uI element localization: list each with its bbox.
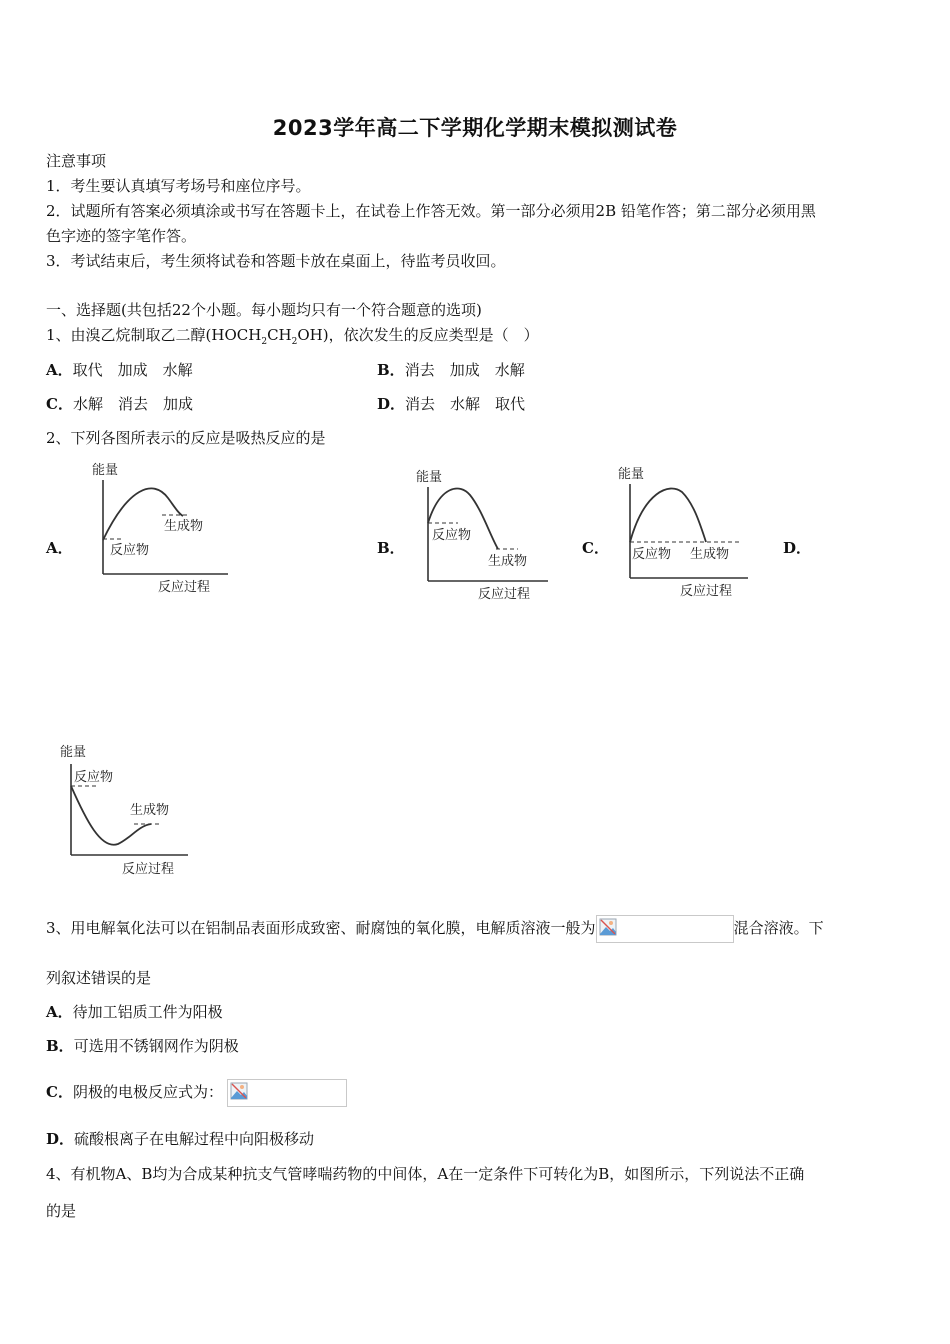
option-label: D． bbox=[46, 1130, 75, 1148]
broken-image-icon bbox=[599, 918, 617, 936]
q2-option-a-label: A． bbox=[46, 539, 73, 557]
option-text: 消去 水解 取代 bbox=[405, 395, 526, 413]
q3-option-b bbox=[46, 1035, 239, 1057]
q2-option-c-label: C． bbox=[582, 539, 609, 557]
notice-item-2-cont: 色字迹的签字笔作答。 bbox=[46, 227, 197, 245]
option-text: 取代 加成 水解 bbox=[72, 361, 193, 379]
option-text: 待加工铝质工件为阳极 bbox=[72, 1003, 223, 1021]
option-text: 阴极的电极反应式为： bbox=[72, 1083, 223, 1101]
axis-label-energy: 能量 bbox=[618, 467, 645, 482]
label-product: 生成物 bbox=[164, 519, 204, 534]
q1-option-a bbox=[46, 359, 193, 381]
q1-option-c bbox=[46, 393, 193, 415]
option-text: 可选用不锈钢网作为阴极 bbox=[73, 1037, 239, 1055]
q3-stem-part: 混合溶液。下 bbox=[733, 919, 824, 937]
notice-item-1: 1．考生要认真填写考场号和座位序号。 bbox=[46, 177, 311, 195]
label-reactant: 反应物 bbox=[432, 528, 472, 543]
q3-option-a bbox=[46, 1001, 223, 1023]
label-product: 生成物 bbox=[488, 554, 528, 569]
q2-option-d-label: D． bbox=[783, 539, 812, 557]
axis-label-process: 反应过程 bbox=[680, 584, 733, 599]
q4-stem-cont: 的是 bbox=[46, 1202, 77, 1220]
option-label: B． bbox=[46, 1037, 74, 1055]
q3-stem-cont: 列叙述错误的是 bbox=[46, 969, 152, 987]
broken-image-icon bbox=[230, 1082, 248, 1100]
option-label: B． bbox=[377, 361, 405, 379]
notice-item-2: 2．试题所有答案必须填涂或书写在答题卡上，在试卷上作答无效。第一部分必须用2B 铅笔作答；第二部分必须用黑 bbox=[46, 202, 816, 220]
energy-curve bbox=[630, 489, 706, 542]
q1-stem-part: CH bbox=[267, 326, 292, 344]
option-text: 水解 消去 加成 bbox=[72, 395, 193, 413]
q1-option-d bbox=[377, 393, 525, 415]
page-title: 2023学年高二下学期化学期末模拟测试卷 bbox=[272, 116, 678, 140]
q3-option-d bbox=[46, 1128, 314, 1150]
q3-stem bbox=[46, 913, 824, 943]
q1-option-b bbox=[377, 359, 525, 381]
axis-label-process: 反应过程 bbox=[122, 862, 175, 877]
energy-diagram-b bbox=[412, 465, 562, 605]
label-reactant: 反应物 bbox=[632, 547, 672, 562]
missing-formula-image bbox=[596, 915, 734, 943]
option-text: 消去 加成 水解 bbox=[404, 361, 525, 379]
q1-stem-part: OH)，依次发生的反应类型是（ ） bbox=[297, 326, 539, 344]
notice-heading: 注意事项 bbox=[46, 152, 107, 170]
axis-label-energy: 能量 bbox=[416, 470, 443, 485]
energy-diagram-c bbox=[614, 462, 764, 602]
q1-sub: 2 bbox=[291, 337, 298, 347]
label-reactant: 反应物 bbox=[110, 543, 150, 558]
option-label: A． bbox=[46, 1003, 73, 1021]
q2-option-b-label: B． bbox=[377, 539, 405, 557]
section-heading: 一、选择题(共包括22个小题。每小题均只有一个符合题意的选项) bbox=[46, 301, 482, 319]
axis-label-process: 反应过程 bbox=[158, 580, 211, 595]
q1-stem-part: 1、由溴乙烷制取乙二醇(HOCH bbox=[46, 326, 262, 344]
missing-formula-image bbox=[227, 1079, 347, 1107]
label-reactant: 反应物 bbox=[74, 770, 114, 785]
label-product: 生成物 bbox=[690, 547, 730, 562]
energy-diagram-d bbox=[56, 740, 206, 880]
q1-stem bbox=[46, 324, 539, 353]
notice-item-3: 3．考试结束后，考生须将试卷和答题卡放在桌面上，待监考员收回。 bbox=[46, 252, 506, 270]
axis-label-energy: 能量 bbox=[60, 745, 87, 760]
option-label: A． bbox=[46, 361, 73, 379]
q3-option-c bbox=[46, 1078, 347, 1107]
q1-sub: 2 bbox=[261, 337, 268, 347]
q3-stem-part: 3、用电解氧化法可以在铝制品表面形成致密、耐腐蚀的氧化膜，电解质溶液一般为 bbox=[46, 919, 596, 937]
option-text: 硫酸根离子在电解过程中向阳极移动 bbox=[74, 1130, 315, 1148]
label-product: 生成物 bbox=[130, 803, 170, 818]
option-label: D． bbox=[377, 395, 406, 413]
axis-label-process: 反应过程 bbox=[478, 587, 531, 602]
energy-diagram-a bbox=[88, 458, 238, 598]
axis-label-energy: 能量 bbox=[92, 463, 119, 478]
q4-stem: 4、有机物A、B均为合成某种抗支气管哮喘药物的中间体，A在一定条件下可转化为B，如图所示，下列说法不正确 bbox=[46, 1165, 805, 1183]
q2-stem: 2、下列各图所表示的反应是吸热反应的是 bbox=[46, 429, 326, 447]
option-label: C． bbox=[46, 1083, 73, 1101]
option-label: C． bbox=[46, 395, 73, 413]
